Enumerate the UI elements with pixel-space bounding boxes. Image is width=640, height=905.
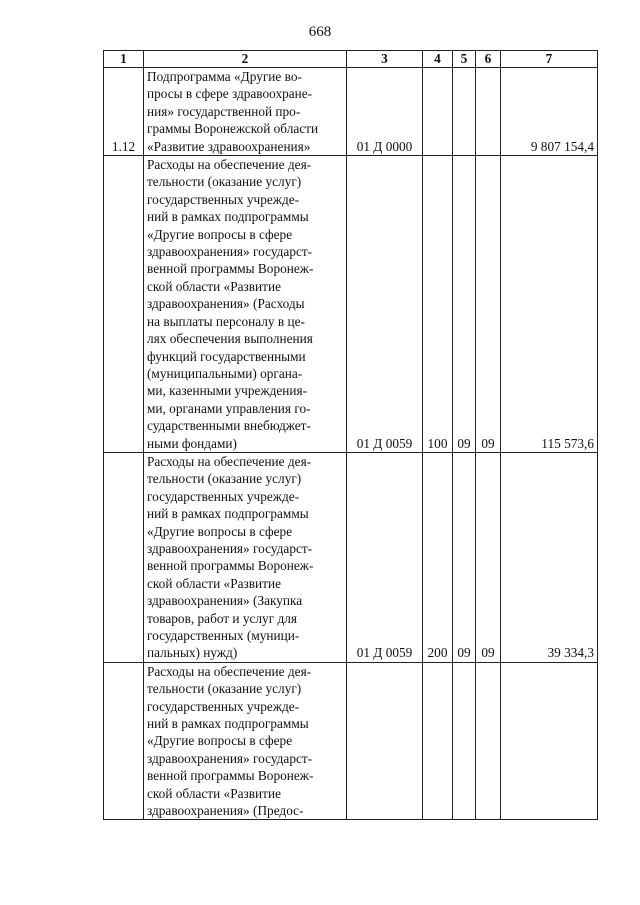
row-description (144, 68, 347, 156)
description-line: тельности (оказание услуг) (147, 681, 302, 697)
description-line: государственных учрежде- (147, 698, 300, 714)
row-subsection: 09 (476, 156, 501, 453)
row-amount: 9 807 154,4 (501, 68, 598, 156)
description-line: «Развитие здравоохранения» (147, 138, 311, 154)
column-header-6: 6 (476, 51, 501, 68)
description-line: на выплаты персоналу в це- (147, 313, 305, 329)
description-line: Расходы на обеспечение дея- (147, 453, 312, 469)
description-line: Расходы на обеспечение дея- (147, 663, 312, 679)
row-expense-type (423, 662, 453, 820)
description-line: здравоохранения» государст- (147, 540, 313, 556)
description-line: товаров, работ и услуг для (147, 610, 298, 626)
description-line: граммы Воронежской области (147, 121, 319, 137)
row-description (144, 452, 347, 662)
row-target-code: 01 Д 0059 (347, 156, 423, 453)
page-number: 668 (308, 24, 332, 40)
description-line: лях обеспечения выполнения (147, 331, 313, 347)
description-line: тельности (оказание услуг) (147, 471, 302, 487)
row-target-code: 01 Д 0000 (347, 68, 423, 156)
description-line: ний в рамках подпрограммы (147, 716, 309, 732)
description-line: здравоохранения» (Закупка (147, 593, 303, 609)
column-header-2: 2 (144, 51, 347, 68)
description-line: государственных учрежде- (147, 191, 300, 207)
row-section (453, 68, 476, 156)
description-line: ния» государственной про- (147, 103, 301, 119)
column-header-1: 1 (104, 51, 144, 68)
table-row (104, 662, 598, 820)
row-number (104, 452, 144, 662)
table-row (104, 68, 598, 156)
description-line: ний в рамках подпрограммы (147, 506, 309, 522)
description-line: ской области «Развитие (147, 278, 281, 294)
description-line: ми, казенными учреждения- (147, 383, 308, 399)
row-section: 09 (453, 452, 476, 662)
row-section: 09 (453, 156, 476, 453)
description-line: сударственными внебюджет- (147, 418, 311, 434)
budget-table (103, 50, 598, 820)
description-line: «Другие вопросы в сфере (147, 733, 293, 749)
table-header (104, 51, 598, 68)
description-line: просы в сфере здравоохране- (147, 86, 313, 102)
description-line: венной программы Воронеж- (147, 558, 314, 574)
row-subsection (476, 68, 501, 156)
description-line: ными фондами) (147, 435, 237, 451)
table-row (104, 452, 598, 662)
row-amount: 115 573,6 (501, 156, 598, 453)
description-line: здравоохранения» государст- (147, 750, 313, 766)
description-line: ний в рамках подпрограммы (147, 209, 309, 225)
description-line: Расходы на обеспечение дея- (147, 157, 312, 173)
column-header-5: 5 (453, 51, 476, 68)
row-description (144, 156, 347, 453)
header-row (104, 51, 598, 68)
description-line: тельности (оказание услуг) (147, 174, 302, 190)
description-line: ми, органами управления го- (147, 400, 311, 416)
description-line: «Другие вопросы в сфере (147, 523, 293, 539)
description-line: государственных учрежде- (147, 488, 300, 504)
row-expense-type (423, 68, 453, 156)
description-line: государственных (муници- (147, 628, 300, 643)
description-line: «Другие вопросы в сфере (147, 226, 293, 242)
column-header-7: 7 (501, 51, 598, 68)
column-header-4: 4 (423, 51, 453, 68)
description-line: венной программы Воронеж- (147, 261, 314, 277)
description-line: Подпрограмма «Другие во- (147, 69, 302, 84)
row-number (104, 662, 144, 820)
row-section (453, 662, 476, 820)
table-row (104, 156, 598, 453)
row-target-code: 01 Д 0059 (347, 452, 423, 662)
description-line: здравоохранения» (Предос- (147, 803, 304, 819)
description-line: ской области «Развитие (147, 785, 281, 801)
row-subsection (476, 662, 501, 820)
row-number: 1.12 (104, 68, 144, 156)
description-line: здравоохранения» государст- (147, 244, 313, 260)
row-target-code (347, 662, 423, 820)
description-line: функций государственными (147, 348, 306, 364)
table-body (104, 68, 598, 820)
row-subsection: 09 (476, 452, 501, 662)
row-amount (501, 662, 598, 820)
row-amount: 39 334,3 (501, 452, 598, 662)
description-line: ской области «Развитие (147, 575, 281, 591)
row-number (104, 156, 144, 453)
description-line: венной программы Воронеж- (147, 768, 314, 784)
row-description (144, 662, 347, 820)
row-expense-type: 100 (423, 156, 453, 453)
description-line: (муниципальными) органа- (147, 365, 303, 381)
description-line: пальных) нужд) (147, 645, 238, 661)
description-line: здравоохранения» (Расходы (147, 296, 305, 312)
column-header-3: 3 (347, 51, 423, 68)
row-expense-type: 200 (423, 452, 453, 662)
